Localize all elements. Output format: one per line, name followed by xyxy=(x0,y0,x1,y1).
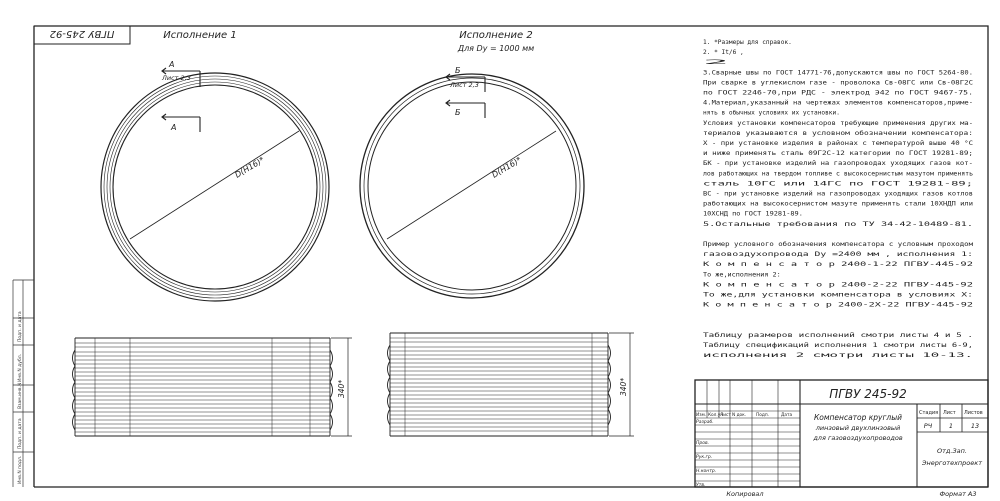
role-label: Пров. xyxy=(696,441,710,446)
title-block-name-line: Компенсатор круглый xyxy=(813,413,903,422)
view1-diameter-line xyxy=(130,131,299,239)
view1-section-letter-lower: А xyxy=(171,123,177,132)
view1-height-label: 340* xyxy=(337,379,346,398)
note-line: При сварке в углекислом газе - проволока Св-08ГС или Св-08Г2С xyxy=(703,79,974,87)
view1-ring xyxy=(101,73,329,301)
stage-value: РЧ xyxy=(923,422,933,430)
note-line: исполнения 2 смотри листы 10-13. xyxy=(703,352,973,360)
side-stamp-label: Взам.инв.N xyxy=(18,382,23,409)
view2-ring xyxy=(360,74,584,298)
note-line: 3.Сварные швы по ГОСТ 14771-76,допускаются швы по ГОСТ 5264-80. xyxy=(703,69,973,77)
note-line: 2. * It/6 , xyxy=(703,49,744,57)
note-line: 5.Остальные требования по ТУ 34-42-10489-81. xyxy=(703,220,865,228)
side-stamp-label: Инв.N дубл. xyxy=(18,353,23,382)
view2-diameter-label: D(H16)* xyxy=(490,155,523,180)
col-header: Изм. xyxy=(696,413,707,418)
view1-title: Исполнение 1 xyxy=(163,30,237,41)
col-header: N док. xyxy=(732,413,747,418)
title-block-name-line: для газовоздухопроводов xyxy=(813,434,903,442)
col-header: Дата xyxy=(781,413,793,418)
role-label: Утв. xyxy=(696,483,706,488)
notes-block xyxy=(703,39,974,359)
note-line: сталь 10ГС или 14ГС по ГОСТ 19281-89; xyxy=(703,180,973,188)
note-line: 10ХСНД по ГОСТ 19281-89. xyxy=(703,210,803,218)
col-header: Кол.уч xyxy=(708,413,723,418)
note-line: Х - при установке изделия в районах с температурой выше 40 °С xyxy=(703,140,927,147)
note-line: газовоздухопровода Dу =2400 мм , исполнения 1: xyxy=(703,251,973,259)
note-line: лов работающих на твердом топливе с высокосернистым мазутом применять xyxy=(703,170,957,178)
doc-code-box-text: ПГВУ 245-92 xyxy=(49,28,115,39)
note-line: БК - при установке изделий на газопроводах уходящих газов кот- xyxy=(703,160,931,168)
note-line: 4.Материал,указанный на чертежах элементов компенсаторов,приме- xyxy=(703,99,935,107)
format-label: Формат А3 xyxy=(939,490,977,498)
view1-section-letter: А xyxy=(169,60,175,69)
note-line: по ГОСТ 2246-70,при РДС - электрод Э42 по ГОСТ 9467-75. xyxy=(703,89,973,97)
note-line: К о м п е н с а т о р 2400-2Х-22 ПГВУ-445-92 xyxy=(703,301,974,309)
note-line: То же,для установки компенсатора в условиях Х: xyxy=(703,291,973,299)
side-stamp-label: Инв.N подл. xyxy=(18,455,23,484)
view2-diameter-line xyxy=(387,131,556,239)
sheets-header: Листов xyxy=(964,410,983,416)
view2-subtitle: Для Dу = 1000 мм xyxy=(457,44,535,53)
view1-bellows xyxy=(73,338,333,436)
view2-section-sheet: Лист 2,3 xyxy=(450,81,479,89)
view1-section-sheet: Лист 2,3 xyxy=(162,74,191,82)
note-line: Пример условного обозначения компенсатора с условным проходом xyxy=(703,241,927,248)
note-line: нять в обычных условиях их установки. xyxy=(703,109,839,117)
side-stamp-label: Подп. и дата xyxy=(18,311,23,342)
sheet-value: 1 xyxy=(948,422,954,430)
note-line: Таблицу спецификаций исполнения 1 смотри листы 6-9, xyxy=(703,342,891,349)
role-label: Разраб. xyxy=(696,420,714,425)
note-line: и ниже применять сталь 09Г2С-12 категории по ГОСТ 19281-89; xyxy=(703,150,973,158)
stage-header: Стадия xyxy=(919,410,939,416)
note-line: 1. *Размеры для справок. xyxy=(703,39,792,46)
note-line: 2 xyxy=(703,59,732,67)
view2-section-letter-lower: Б xyxy=(455,108,461,117)
note-line: Условия установки компенсаторов требующие применения других ма- xyxy=(703,119,935,127)
view2-height-label: 340* xyxy=(619,377,628,396)
note-line: териалов указываются в условном обозначении компенсатора: xyxy=(703,129,913,137)
view2-title: Исполнение 2 xyxy=(459,30,533,41)
role-label: Рук.гр. xyxy=(696,455,713,460)
col-header: Лист xyxy=(720,413,731,418)
col-header: Подп. xyxy=(756,413,770,418)
note-line: Таблицу размеров исполнений смотри листы 4 и 5 . xyxy=(703,331,880,339)
copied-label: Копировал xyxy=(726,490,764,498)
note-line: То же,исполнения 2: xyxy=(703,271,781,279)
org-line: Энерготехпроект xyxy=(921,459,983,467)
sheets-value: 13 xyxy=(970,422,980,430)
side-stamp xyxy=(13,280,34,487)
org-line: Отд.Зап. xyxy=(937,447,967,455)
sheet-header: Лист xyxy=(943,410,956,416)
note-line: К о м п е н с а т о р 2400-1-22 ПГВУ-445-92 xyxy=(703,261,974,269)
title-block-doc-code: ПГВУ 245-92 xyxy=(829,387,907,401)
note-line: К о м п е н с а т о р 2400-2-22 ПГВУ-445-92 xyxy=(703,281,974,289)
note-line: ВС - при установке изделий на газопроводах уходящих газов котлов xyxy=(703,190,938,198)
note-line: работающих на высокосернистом мазуте применять стали 10ХНДП или xyxy=(703,200,935,208)
view2-bellows xyxy=(388,333,611,436)
view1-diameter-label: D(H16)* xyxy=(233,155,266,180)
title-block-name-line: линзовый двухлинзовый xyxy=(815,424,901,432)
view2-section-letter: Б xyxy=(455,66,461,75)
role-label: Н.контр. xyxy=(696,469,717,474)
side-stamp-label: Подп. и дата xyxy=(18,418,23,449)
